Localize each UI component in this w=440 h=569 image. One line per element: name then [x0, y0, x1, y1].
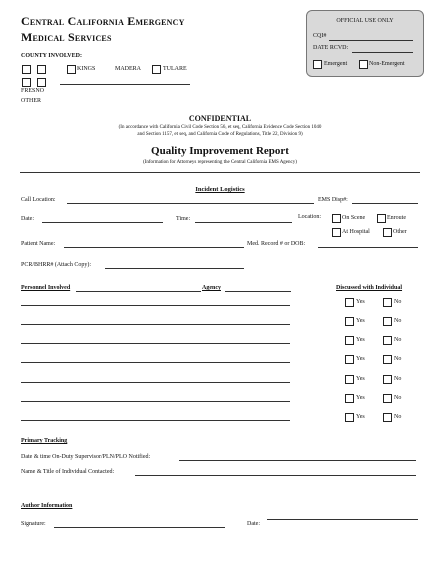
agency-header-line: [225, 291, 291, 292]
incident-heading: Incident Logistics: [195, 186, 245, 193]
other-location-checkbox[interactable]: [383, 228, 392, 237]
no-label: No: [394, 318, 402, 324]
at-hospital-label: At Hospital: [342, 229, 370, 235]
at-hospital-checkbox[interactable]: [332, 228, 341, 237]
date-rcvd-field[interactable]: [352, 52, 413, 53]
primary-tracking-heading: Primary Tracking: [21, 438, 68, 444]
cqi-label: CQI#: [313, 33, 327, 39]
county-fresno: FRESNO: [21, 88, 45, 94]
on-scene-checkbox[interactable]: [332, 214, 341, 223]
county-tulare: TULARE: [163, 66, 187, 72]
county-madera: MADERA: [115, 66, 142, 72]
discussed-col-header: Discussed with Individual: [336, 285, 403, 291]
no-label: No: [394, 376, 402, 382]
no-label: No: [394, 414, 402, 420]
author-date-field[interactable]: [267, 519, 418, 520]
yes-checkbox[interactable]: [345, 375, 354, 384]
emergent-label: Emergent: [324, 61, 348, 67]
agency-col-header: Agency: [202, 285, 221, 291]
enroute-label: Enroute: [387, 215, 406, 221]
personnel-row-line[interactable]: [21, 324, 290, 325]
non-emergent-checkbox[interactable]: [359, 60, 368, 69]
patient-name-field[interactable]: [64, 247, 244, 248]
yes-checkbox[interactable]: [345, 413, 354, 422]
pcr-label: PCR/BHRR# (Attach Copy):: [21, 262, 92, 268]
yes-checkbox[interactable]: [345, 298, 354, 307]
no-label: No: [394, 356, 402, 362]
county-checkbox-2[interactable]: [37, 65, 46, 74]
med-record-label: Med. Record # or DOB:: [247, 241, 306, 247]
no-checkbox[interactable]: [383, 298, 392, 307]
yes-checkbox[interactable]: [345, 355, 354, 364]
pcr-field[interactable]: [105, 268, 244, 269]
no-checkbox[interactable]: [383, 317, 392, 326]
yes-checkbox[interactable]: [345, 394, 354, 403]
county-other-line[interactable]: [60, 84, 190, 85]
signature-field[interactable]: [54, 527, 225, 528]
yes-label: Yes: [356, 414, 365, 420]
personnel-col-header: Personnel Involved: [21, 285, 71, 291]
ems-disp-field[interactable]: [352, 203, 418, 204]
personnel-row-line[interactable]: [21, 362, 290, 363]
no-label: No: [394, 337, 402, 343]
no-checkbox[interactable]: [383, 413, 392, 422]
county-other: OTHER: [21, 98, 41, 104]
yes-label: Yes: [356, 356, 365, 362]
county-checkbox-4[interactable]: [37, 78, 46, 87]
call-location-field[interactable]: [67, 203, 314, 204]
time-field[interactable]: [195, 222, 292, 223]
personnel-row-line[interactable]: [21, 401, 290, 402]
on-scene-label: On Scene: [342, 215, 366, 221]
yes-label: Yes: [356, 337, 365, 343]
supervisor-notified-field[interactable]: [179, 460, 416, 461]
location-label: Location:: [298, 214, 321, 220]
date-field[interactable]: [42, 222, 163, 223]
report-subtitle: (Information for Attorneys representing the Central California EMS Agency): [143, 160, 297, 165]
med-record-field[interactable]: [318, 247, 418, 248]
report-title: Quality Improvement Report: [151, 145, 289, 157]
confidential-line2: and Section 1157, et seq, and California Code of Regulations, Title 22, Division 9): [137, 132, 303, 137]
author-heading: Author Information: [21, 503, 73, 509]
non-emergent-label: Non-Emergent: [369, 61, 405, 67]
ems-disp-label: EMS Disp#:: [318, 197, 348, 203]
no-checkbox[interactable]: [383, 394, 392, 403]
other-location-label: Other: [393, 229, 407, 235]
confidential-title: CONFIDENTIAL: [188, 114, 252, 123]
yes-label: Yes: [356, 318, 365, 324]
county-label: COUNTY INVOLVED:: [21, 53, 82, 59]
call-location-label: Call Location:: [21, 197, 56, 203]
no-checkbox[interactable]: [383, 336, 392, 345]
county-kings: KINGS: [77, 66, 96, 72]
county-checkbox-1[interactable]: [22, 65, 31, 74]
org-name-line1: Central California Emergency: [21, 14, 185, 28]
county-checkbox-kings[interactable]: [67, 65, 76, 74]
yes-label: Yes: [356, 299, 365, 305]
no-checkbox[interactable]: [383, 375, 392, 384]
no-label: No: [394, 299, 402, 305]
patient-name-label: Patient Name:: [21, 241, 56, 247]
time-label: Time:: [176, 216, 191, 222]
personnel-row-line[interactable]: [21, 382, 290, 383]
emergent-checkbox[interactable]: [313, 60, 322, 69]
author-date-label: Date:: [247, 521, 260, 527]
yes-label: Yes: [356, 376, 365, 382]
date-label: Date:: [21, 216, 34, 222]
official-use-title: OFFICIAL USE ONLY: [336, 18, 394, 24]
personnel-row-line[interactable]: [21, 343, 290, 344]
org-name-line2: Medical Services: [21, 30, 112, 44]
title-divider: [20, 172, 420, 173]
personnel-row-line[interactable]: [21, 420, 290, 421]
yes-label: Yes: [356, 395, 365, 401]
no-label: No: [394, 395, 402, 401]
no-checkbox[interactable]: [383, 355, 392, 364]
supervisor-notified-label: Date & time On-Duty Supervisor/PLN/PLO Notified:: [21, 454, 151, 460]
county-checkbox-3[interactable]: [22, 78, 31, 87]
date-rcvd-label: DATE RCVD:: [313, 45, 349, 51]
individual-contacted-field[interactable]: [135, 475, 416, 476]
individual-contacted-label: Name & Title of Individual Contacted:: [21, 469, 115, 475]
yes-checkbox[interactable]: [345, 336, 354, 345]
official-use-box: [306, 10, 424, 77]
personnel-header-line: [76, 291, 201, 292]
yes-checkbox[interactable]: [345, 317, 354, 326]
cqi-field[interactable]: [329, 40, 413, 41]
enroute-checkbox[interactable]: [377, 214, 386, 223]
confidential-line1: (In accordance with California Civil Code Section 56, et seq, California Evidence Code Section 1040: [118, 125, 322, 130]
signature-label: Signature:: [21, 521, 46, 527]
county-checkbox-tulare[interactable]: [152, 65, 161, 74]
personnel-row-line[interactable]: [21, 305, 290, 306]
